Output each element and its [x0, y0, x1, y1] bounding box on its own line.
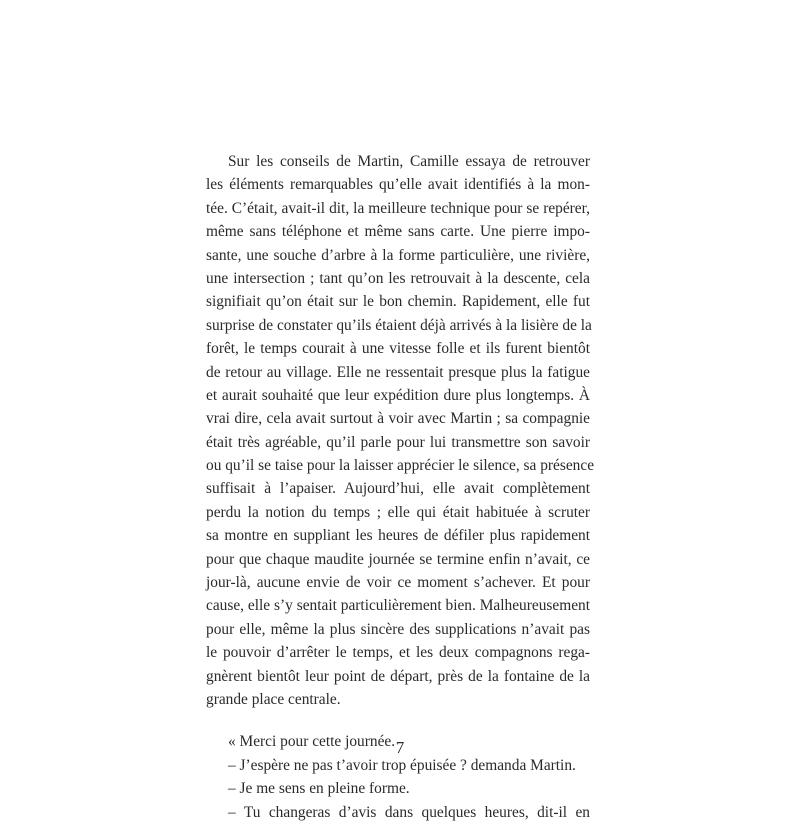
- paragraph-line: pour elle, même la plus sincère des supplications n’avait pas: [206, 620, 590, 638]
- paragraph-line: grande place centrale.: [206, 690, 341, 708]
- paragraph-line: les éléments remarquables qu’elle avait identifiés à la mon-: [206, 176, 590, 194]
- paragraph-line: le pouvoir d’arrêter le temps, et les deux compagnons rega-: [206, 644, 590, 662]
- narrative-paragraph: [206, 150, 595, 711]
- paragraph-line: même sans téléphone et même sans carte. Une pierre impo-: [206, 223, 590, 241]
- paragraph-line: Sur les conseils de Martin, Camille essaya de retrouver: [228, 153, 590, 170]
- paragraph-line: sante, une souche d’arbre à la forme particulière, une rivière,: [206, 246, 590, 264]
- paragraph-line: une intersection ; tant qu’on les retrouvait à la descente, cela: [206, 269, 590, 287]
- paragraph-line: sa montre en suppliant les heures de défiler plus rapidement: [206, 527, 590, 545]
- paragraph-line: surprise de constater qu’ils étaient déjà arrivés à la lisière de la: [206, 316, 592, 334]
- paragraph-line: gnèrent bientôt leur point de départ, près de la fontaine de la: [206, 667, 590, 685]
- paragraph-line: vrai dire, cela avait surtout à voir avec Martin ; sa compagnie: [206, 410, 590, 428]
- paragraph-line: cause, elle s’y sentait particulièrement bien. Malheureusement: [206, 597, 590, 615]
- dialogue-line: – Je me sens en pleine forme.: [228, 780, 410, 798]
- paragraph-line: signifiait qu’on était sur le bon chemin. Rapidement, elle fut: [206, 293, 590, 311]
- paragraph-line: tée. C’était, avait-il dit, la meilleure technique pour se repérer,: [206, 199, 590, 217]
- paragraph-line: perdu la notion du temps ; elle qui était habituée à scruter: [206, 503, 590, 521]
- page-number: 7: [395, 738, 405, 757]
- dialogue-line: – Tu changeras d’avis dans quelques heures, dit-il en: [228, 803, 590, 821]
- paragraph-line: forêt, le temps courait à une vitesse folle et ils furent bientôt: [206, 340, 590, 358]
- paragraph-line: jour-là, aucune envie de voir ce moment s’achever. Et pour: [206, 574, 590, 592]
- paragraph-line: était très agréable, qu’il parle pour lui transmettre son savoir: [206, 433, 590, 451]
- dialogue-line: – J’espère ne pas t’avoir trop épuisée ? demanda Martin.: [228, 756, 576, 774]
- paragraph-spacer: [206, 711, 590, 730]
- paragraph-line: de retour au village. Elle ne ressentait presque plus la fatigue: [206, 363, 590, 381]
- paragraph-line: pour que chaque maudite journée se termine enfin n’avait, ce: [206, 550, 590, 568]
- body-text: [206, 150, 595, 824]
- paragraph-line: et aurait souhaité que leur expédition dure plus longtemps. À: [206, 386, 590, 404]
- paragraph-line: ou qu’il se taise pour la laisser apprécier le silence, sa présence: [206, 457, 595, 475]
- dialogue-line: « Merci pour cette journée.: [228, 733, 396, 751]
- paragraph-line: suffisait à l’apaiser. Aujourd’hui, elle avait complètement: [206, 480, 590, 498]
